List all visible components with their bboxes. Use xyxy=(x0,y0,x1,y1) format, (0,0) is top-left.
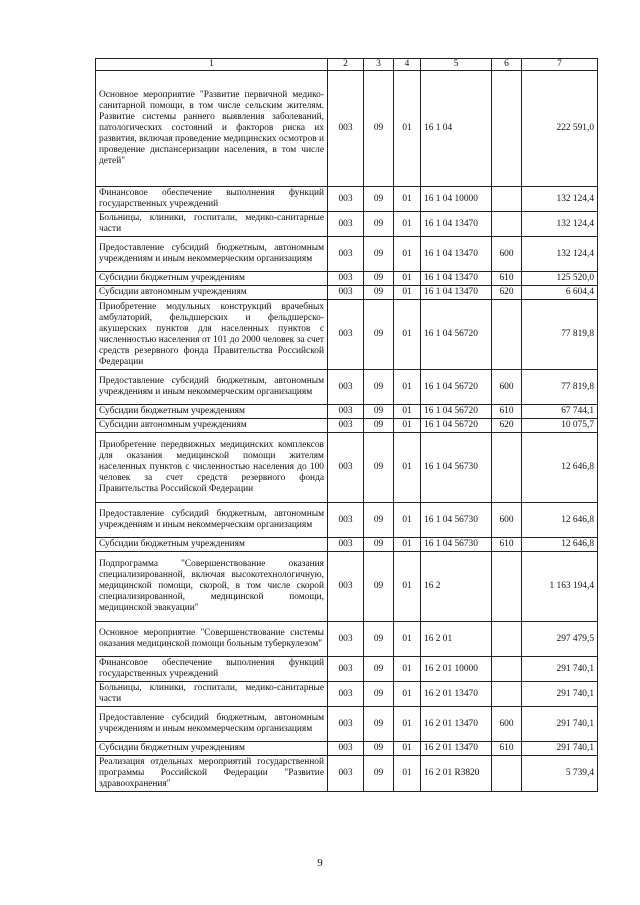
cell-name: Финансовое обеспечение выполнения функций государственных учреждений xyxy=(96,187,328,212)
budget-table xyxy=(95,58,598,792)
cell-pr: 01 xyxy=(394,405,421,419)
page-number: 9 xyxy=(317,857,323,869)
cell-pr: 01 xyxy=(394,286,421,300)
cell-name: Приобретение модульных конструкций врачебных амбулаторий, фельдшерских и фельдшерско-акушерских пунктов для населенных пунктов с численностью населения от 101 до 2000 человек за счет средств резервного фонда Правительства Российской Федерации xyxy=(96,300,328,370)
cell-sum: 12 646,8 xyxy=(522,503,598,538)
cell-pr: 01 xyxy=(394,622,421,657)
table-row xyxy=(96,657,598,682)
cell-grbs: 003 xyxy=(328,682,364,707)
cell-rz: 09 xyxy=(364,405,394,419)
cell-sum: 10 075,7 xyxy=(522,419,598,433)
cell-grbs: 003 xyxy=(328,286,364,300)
column-number-6: 6 xyxy=(492,59,522,71)
cell-sum: 6 604,4 xyxy=(522,286,598,300)
cell-rz: 09 xyxy=(364,433,394,503)
cell-name: Субсидии бюджетным учреждениям xyxy=(96,272,328,286)
table-row xyxy=(96,71,598,187)
cell-vr: 610 xyxy=(492,272,522,286)
cell-name: Предоставление субсидий бюджетным, автономным учреждениям и иным некоммерческим организациям xyxy=(96,707,328,742)
cell-rz: 09 xyxy=(364,370,394,405)
cell-vr xyxy=(492,71,522,187)
cell-vr xyxy=(492,212,522,237)
cell-sum: 5 739,4 xyxy=(522,756,598,792)
cell-grbs: 003 xyxy=(328,756,364,792)
cell-sum: 132 124,4 xyxy=(522,212,598,237)
cell-pr: 01 xyxy=(394,756,421,792)
cell-pr: 01 xyxy=(394,552,421,622)
table-row xyxy=(96,552,598,622)
cell-csr: 16 1 04 56730 xyxy=(421,503,492,538)
cell-vr: 600 xyxy=(492,237,522,272)
column-number-4: 4 xyxy=(394,59,421,71)
cell-rz: 09 xyxy=(364,71,394,187)
cell-sum: 291 740,1 xyxy=(522,682,598,707)
table-row xyxy=(96,370,598,405)
cell-pr: 01 xyxy=(394,272,421,286)
cell-vr: 620 xyxy=(492,286,522,300)
table-row xyxy=(96,742,598,756)
table-header xyxy=(96,59,598,71)
cell-csr: 16 2 01 13470 xyxy=(421,707,492,742)
cell-pr: 01 xyxy=(394,370,421,405)
table-row xyxy=(96,286,598,300)
cell-vr: 600 xyxy=(492,707,522,742)
cell-csr: 16 2 01 13470 xyxy=(421,682,492,707)
cell-grbs: 003 xyxy=(328,433,364,503)
cell-rz: 09 xyxy=(364,756,394,792)
cell-csr: 16 2 01 10000 xyxy=(421,657,492,682)
cell-sum: 77 819,8 xyxy=(522,370,598,405)
cell-sum: 12 646,8 xyxy=(522,433,598,503)
cell-vr: 610 xyxy=(492,538,522,552)
table-row xyxy=(96,433,598,503)
cell-vr xyxy=(492,433,522,503)
cell-name: Больницы, клиники, госпитали, медико-санитарные части xyxy=(96,212,328,237)
cell-pr: 01 xyxy=(394,682,421,707)
cell-name: Субсидии автономным учреждениям xyxy=(96,419,328,433)
cell-rz: 09 xyxy=(364,552,394,622)
cell-rz: 09 xyxy=(364,286,394,300)
cell-vr: 610 xyxy=(492,405,522,419)
table-row xyxy=(96,237,598,272)
cell-sum: 222 591,0 xyxy=(522,71,598,187)
table-row xyxy=(96,682,598,707)
cell-rz: 09 xyxy=(364,212,394,237)
cell-rz: 09 xyxy=(364,707,394,742)
column-numbers-row xyxy=(96,59,598,71)
cell-csr: 16 1 04 56730 xyxy=(421,433,492,503)
cell-name: Субсидии бюджетным учреждениям xyxy=(96,742,328,756)
cell-pr: 01 xyxy=(394,742,421,756)
cell-name: Предоставление субсидий бюджетным, автономным учреждениям и иным некоммерческим организациям xyxy=(96,370,328,405)
cell-sum: 291 740,1 xyxy=(522,657,598,682)
cell-name: Финансовое обеспечение выполнения функций государственных учреждений xyxy=(96,657,328,682)
cell-pr: 01 xyxy=(394,71,421,187)
cell-grbs: 003 xyxy=(328,742,364,756)
cell-grbs: 003 xyxy=(328,622,364,657)
column-number-5: 5 xyxy=(421,59,492,71)
cell-sum: 125 520,0 xyxy=(522,272,598,286)
cell-grbs: 003 xyxy=(328,552,364,622)
cell-vr xyxy=(492,756,522,792)
cell-csr: 16 2 01 R3820 xyxy=(421,756,492,792)
cell-pr: 01 xyxy=(394,538,421,552)
cell-pr: 01 xyxy=(394,212,421,237)
cell-rz: 09 xyxy=(364,300,394,370)
cell-sum: 291 740,1 xyxy=(522,707,598,742)
cell-vr xyxy=(492,622,522,657)
cell-csr: 16 1 04 13470 xyxy=(421,272,492,286)
cell-grbs: 003 xyxy=(328,71,364,187)
cell-csr: 16 2 xyxy=(421,552,492,622)
table-row xyxy=(96,272,598,286)
cell-csr: 16 1 04 56720 xyxy=(421,419,492,433)
cell-rz: 09 xyxy=(364,657,394,682)
cell-pr: 01 xyxy=(394,300,421,370)
table-row xyxy=(96,212,598,237)
cell-csr: 16 1 04 13470 xyxy=(421,286,492,300)
table-row xyxy=(96,756,598,792)
cell-grbs: 003 xyxy=(328,187,364,212)
cell-rz: 09 xyxy=(364,187,394,212)
cell-name: Больницы, клиники, госпитали, медико-санитарные части xyxy=(96,682,328,707)
cell-name: Реализация отдельных мероприятий государственной программы Российской Федерации "Развитие здравоохранения" xyxy=(96,756,328,792)
cell-name: Субсидии бюджетным учреждениям xyxy=(96,405,328,419)
cell-pr: 01 xyxy=(394,237,421,272)
cell-grbs: 003 xyxy=(328,657,364,682)
cell-sum: 12 646,8 xyxy=(522,538,598,552)
table-row xyxy=(96,707,598,742)
cell-sum: 77 819,8 xyxy=(522,300,598,370)
cell-grbs: 003 xyxy=(328,538,364,552)
cell-sum: 132 124,4 xyxy=(522,237,598,272)
cell-csr: 16 2 01 13470 xyxy=(421,742,492,756)
cell-vr: 600 xyxy=(492,503,522,538)
cell-vr xyxy=(492,300,522,370)
table-row xyxy=(96,187,598,212)
table-row xyxy=(96,419,598,433)
cell-name: Основное мероприятие "Совершенствование системы оказания медицинской помощи больным туберкулезом" xyxy=(96,622,328,657)
cell-pr: 01 xyxy=(394,187,421,212)
cell-csr: 16 1 04 10000 xyxy=(421,187,492,212)
cell-rz: 09 xyxy=(364,272,394,286)
cell-sum: 67 744,1 xyxy=(522,405,598,419)
cell-csr: 16 1 04 56730 xyxy=(421,538,492,552)
cell-pr: 01 xyxy=(394,707,421,742)
cell-grbs: 003 xyxy=(328,237,364,272)
cell-grbs: 003 xyxy=(328,707,364,742)
cell-pr: 01 xyxy=(394,419,421,433)
table-row xyxy=(96,300,598,370)
table-row xyxy=(96,622,598,657)
cell-grbs: 003 xyxy=(328,405,364,419)
cell-grbs: 003 xyxy=(328,503,364,538)
cell-sum: 1 163 194,4 xyxy=(522,552,598,622)
column-number-1: 1 xyxy=(96,59,328,71)
cell-vr: 620 xyxy=(492,419,522,433)
cell-grbs: 003 xyxy=(328,212,364,237)
cell-sum: 291 740,1 xyxy=(522,742,598,756)
column-number-7: 7 xyxy=(522,59,598,71)
cell-vr: 610 xyxy=(492,742,522,756)
cell-name: Предоставление субсидий бюджетным, автономным учреждениям и иным некоммерческим организациям xyxy=(96,503,328,538)
cell-name: Предоставление субсидий бюджетным, автономным учреждениям и иным некоммерческим организациям xyxy=(96,237,328,272)
column-number-2: 2 xyxy=(328,59,364,71)
cell-csr: 16 1 04 xyxy=(421,71,492,187)
cell-rz: 09 xyxy=(364,503,394,538)
cell-pr: 01 xyxy=(394,503,421,538)
cell-name: Подпрограмма "Совершенствование оказания специализированной, включая высокотехнологичную, медицинской помощи, скорой, в том числе скорой специализированной, медицинской помощи, медицинской эвакуации" xyxy=(96,552,328,622)
cell-name: Основное мероприятие "Развитие первичной медико-санитарной помощи, в том числе сельским жителям. Развитие системы раннего выявления заболеваний, патологических состояний и факторов риска их развития, включая проведение медицинских осмотров и проведение диспансеризации населения, в том числе детей" xyxy=(96,71,328,187)
cell-vr xyxy=(492,552,522,622)
cell-csr: 16 1 04 56720 xyxy=(421,300,492,370)
cell-pr: 01 xyxy=(394,657,421,682)
table-row xyxy=(96,538,598,552)
cell-csr: 16 1 04 13470 xyxy=(421,212,492,237)
cell-vr xyxy=(492,187,522,212)
cell-grbs: 003 xyxy=(328,419,364,433)
table-body xyxy=(96,71,598,792)
cell-rz: 09 xyxy=(364,622,394,657)
cell-csr: 16 2 01 xyxy=(421,622,492,657)
cell-sum: 132 124,4 xyxy=(522,187,598,212)
cell-vr xyxy=(492,682,522,707)
cell-name: Субсидии автономным учреждениям xyxy=(96,286,328,300)
cell-sum: 297 479,5 xyxy=(522,622,598,657)
cell-rz: 09 xyxy=(364,419,394,433)
cell-rz: 09 xyxy=(364,742,394,756)
cell-csr: 16 1 04 13470 xyxy=(421,237,492,272)
cell-vr xyxy=(492,657,522,682)
table-row xyxy=(96,503,598,538)
cell-grbs: 003 xyxy=(328,370,364,405)
cell-rz: 09 xyxy=(364,237,394,272)
cell-csr: 16 1 04 56720 xyxy=(421,405,492,419)
column-number-3: 3 xyxy=(364,59,394,71)
cell-csr: 16 1 04 56720 xyxy=(421,370,492,405)
cell-pr: 01 xyxy=(394,433,421,503)
cell-grbs: 003 xyxy=(328,300,364,370)
cell-rz: 09 xyxy=(364,538,394,552)
cell-vr: 600 xyxy=(492,370,522,405)
table-row xyxy=(96,405,598,419)
cell-rz: 09 xyxy=(364,682,394,707)
cell-name: Субсидии бюджетным учреждениям xyxy=(96,538,328,552)
cell-name: Приобретение передвижных медицинских комплексов для оказания медицинской помощи жителям населенных пунктов с численностью населения до 100 человек за счет средств резервного фонда Правительства Российской Федерации xyxy=(96,433,328,503)
cell-grbs: 003 xyxy=(328,272,364,286)
